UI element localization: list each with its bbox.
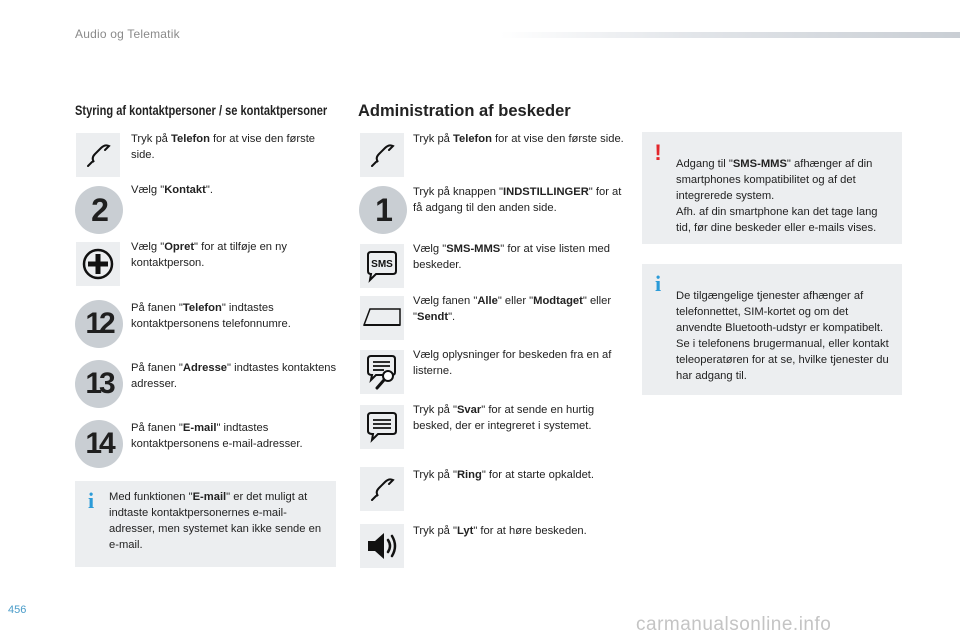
reply-icon xyxy=(364,410,400,444)
right-step-3-icon-box xyxy=(360,244,404,288)
right-step-7-icon-box xyxy=(360,467,404,511)
right-step-1-text: Tryk på Telefon for at vise den første side. xyxy=(413,133,624,145)
phone-icon xyxy=(365,138,399,172)
left-step-2-text: Vælg "Kontakt". xyxy=(131,184,213,196)
left-step-3-text: Vælg "Opret" for at tilføje en ny kontaktperson. xyxy=(131,241,287,269)
info-icon: i xyxy=(87,488,95,513)
left-step-4-text: På fanen "Telefon" indtastes kontaktpersonens telefonnumre. xyxy=(131,302,291,330)
step-number-badge: 14 xyxy=(75,420,123,468)
right-step-7-text: Tryk på "Ring" for at starte opkaldet. xyxy=(413,469,595,481)
right-step-8-text: Tryk på "Lyt" for at høre beskeden. xyxy=(413,525,587,537)
left-step-1-icon-box xyxy=(76,133,120,177)
right-step-5-icon-box xyxy=(360,350,404,394)
step-number-badge: 2 xyxy=(75,186,123,234)
step-number-badge: 13 xyxy=(75,360,123,408)
message-details-icon xyxy=(364,354,400,390)
info-icon: i xyxy=(654,271,662,296)
left-step-5-text: På fanen "Adresse" indtastes kontaktens adresser. xyxy=(131,362,337,390)
speaker-icon xyxy=(364,529,400,563)
left-step-6-text: På fanen "E-mail" indtastes kontaktpersonens e-mail-adresser. xyxy=(131,422,303,450)
page-number: 456 xyxy=(8,604,27,616)
phone-icon xyxy=(365,472,399,506)
right-step-4-icon-box xyxy=(360,296,404,340)
email-info-note: i Med funktionen "E-mail" er det muligt at indtaste kontaktpersonernes e-mail-adresser, men systemet kan ikke sende en e-mail. xyxy=(75,481,336,567)
plus-circle-icon xyxy=(81,247,115,281)
services-info-note: i De tilgængelige tjenester afhænger af telefonnettet, SIM-kortet og om det anvendte Bluetooth-udstyr er kompatibelt. Se i telefonens brugermanual, eller kontakt teleoperatøren for at se, hvilke tjenester du har adgang til. xyxy=(642,264,902,395)
right-step-5-text: Vælg oplysninger for beskeden fra en af listerne. xyxy=(413,349,612,377)
header-bar xyxy=(500,32,960,38)
watermark: carmanualsonline.info xyxy=(636,614,832,635)
right-step-2-text: Tryk på knappen "INDSTILLINGER" for at få adgang til den anden side. xyxy=(413,186,622,214)
phone-icon xyxy=(81,138,115,172)
messages-heading: Administration af beskeder xyxy=(358,102,571,120)
step-number-badge: 12 xyxy=(75,300,123,348)
left-step-3-icon-box xyxy=(76,242,120,286)
left-step-1-text: Tryk på Telefon for at vise den første side. xyxy=(131,133,316,161)
warning-icon: ! xyxy=(654,140,662,165)
tab-icon xyxy=(362,301,402,335)
right-step-4-text: Vælg fanen "Alle" eller "Modtaget" eller "Sendt". xyxy=(413,295,612,323)
sms-warning-note: ! Adgang til "SMS-MMS" afhænger af din smartphones kompatibilitet og af det integrerede system. Afh. af din smartphone kan det tage lang tid, før dine beskeder eller e-mails vises. xyxy=(642,132,902,244)
step-number-badge: 1 xyxy=(359,186,407,234)
sms-icon xyxy=(364,249,400,283)
right-step-6-text: Tryk på "Svar" for at sende en hurtig besked, der er integreret i systemet. xyxy=(413,404,595,432)
svg-text:SMS: SMS xyxy=(371,259,393,270)
right-step-3-text: Vælg "SMS-MMS" for at vise listen med beskeder. xyxy=(413,243,610,271)
right-step-1-icon-box xyxy=(360,133,404,177)
right-step-8-icon-box xyxy=(360,524,404,568)
right-step-6-icon-box xyxy=(360,405,404,449)
contacts-heading: Styring af kontaktpersoner / se kontaktpersoner xyxy=(75,103,328,118)
header-title: Audio og Telematik xyxy=(75,27,180,41)
